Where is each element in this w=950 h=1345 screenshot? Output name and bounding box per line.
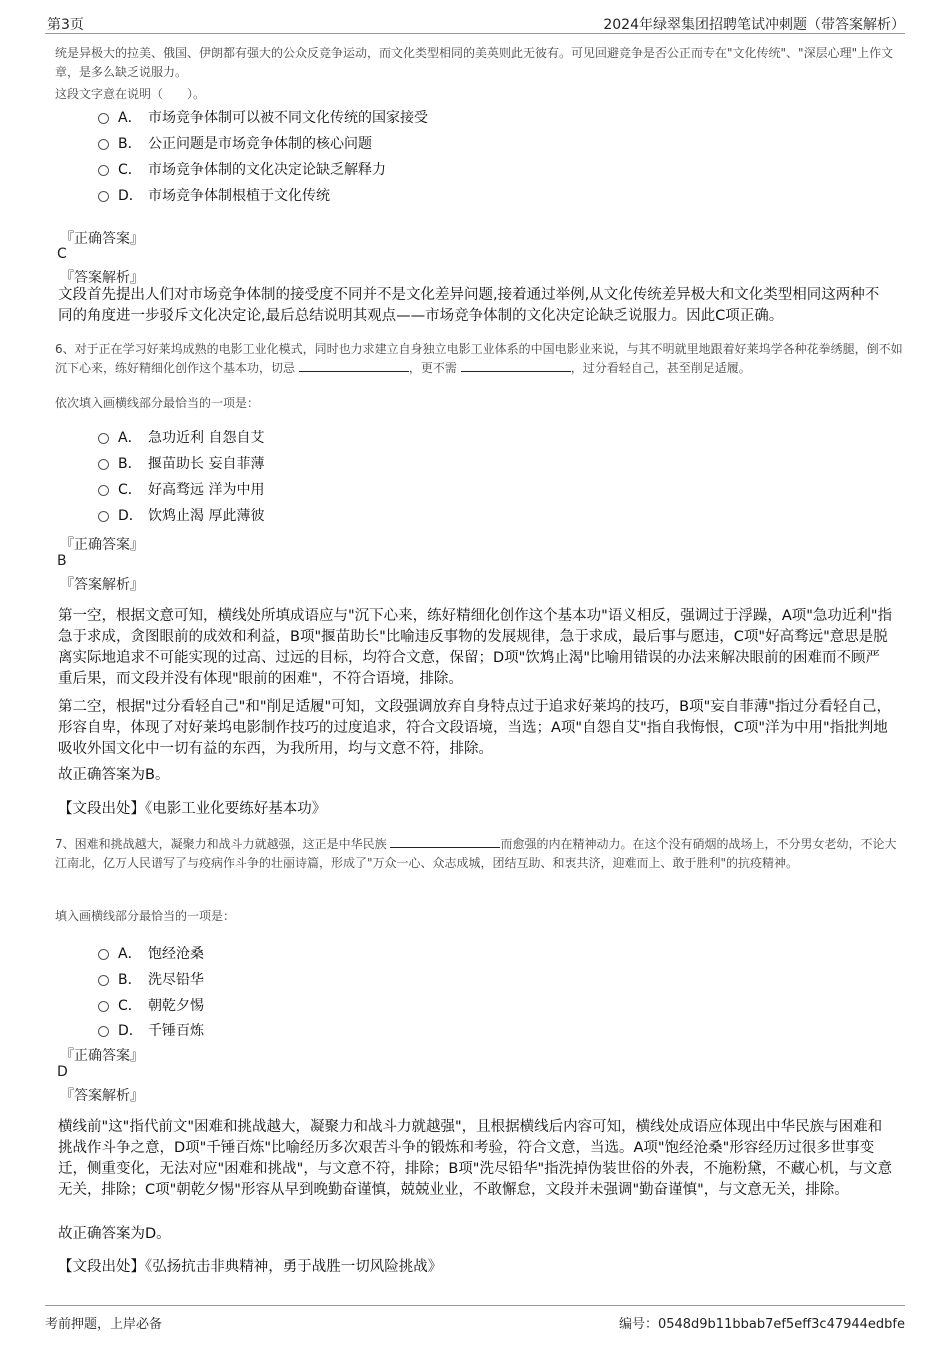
q5-prompt: 这段文字意在说明（ ）。 bbox=[55, 87, 206, 101]
q7-conclusion: 故正确答案为D。 bbox=[58, 1226, 171, 1242]
q5-option-a[interactable] bbox=[98, 107, 428, 127]
option-text: 揠苗助长 妄自菲薄 bbox=[148, 456, 265, 472]
header-divider bbox=[45, 33, 905, 34]
q7-option-c[interactable] bbox=[98, 995, 204, 1015]
q6-stem: 6、对于正在学习好莱坞成熟的电影工业化模式，同时也力求建立自身独立电影工业体系的中国电影业来说，与其不明就里地跟着好莱坞学各种花拳绣腿，倒不如沉下心来，练好精细化创作这个基本功，切忌 ，更不需 ，过分看轻自己，甚至削足适履。 bbox=[55, 342, 903, 375]
footer-divider bbox=[45, 1305, 905, 1306]
radio-icon[interactable] bbox=[98, 1026, 109, 1037]
q7-prompt: 填入画横线部分最恰当的一项是： bbox=[55, 909, 236, 923]
q6-option-c[interactable] bbox=[98, 479, 264, 499]
radio-icon[interactable] bbox=[98, 191, 109, 202]
q7-answer-label: 『正确答案』 bbox=[60, 1048, 144, 1064]
option-text: 洗尽铅华 bbox=[148, 972, 204, 988]
option-letter: B． bbox=[118, 136, 142, 152]
q5-analysis-label: 『答案解析』 bbox=[60, 270, 144, 286]
q6-option-b[interactable] bbox=[98, 453, 264, 473]
option-letter: D． bbox=[118, 508, 143, 524]
code-label: 编号： bbox=[618, 1317, 658, 1332]
blank-line bbox=[299, 359, 409, 372]
q6-option-a[interactable] bbox=[98, 427, 264, 447]
q7-option-a[interactable] bbox=[98, 943, 204, 963]
option-text: 朝乾夕惕 bbox=[148, 998, 204, 1014]
option-letter: D． bbox=[118, 1023, 143, 1039]
option-text: 市场竞争体制可以被不同文化传统的国家接受 bbox=[148, 110, 428, 126]
q6-analysis-p2: 第二空，根据"过分看轻自己"和"削足适履"可知，文段强调放弃自身特点过于追求好莱坞的技巧，B项"妄自菲薄"指过分看轻自己，形容自卑，体现了对好莱坞电影制作技巧的过度追求，符合文段语境，当选；A项"自怨自艾"指自我悔恨，C项"洋为中用"指批判地吸收外国文化中一切有益的东西，为我所用，均与文意不符，排除。 bbox=[58, 699, 891, 757]
option-text: 饮鸩止渴 厚此薄彼 bbox=[148, 508, 265, 524]
option-text: 市场竞争体制根植于文化传统 bbox=[148, 188, 330, 204]
option-text: 急功近利 自怨自艾 bbox=[148, 430, 265, 446]
q6-analysis-p1: 第一空，根据文意可知，横线处所填成语应与"沉下心来，练好精细化创作这个基本功"语义相反，强调过于浮躁，A项"急功近利"指急于求成，贪图眼前的成效和利益，B项"揠苗助长"比喻违反事物的发展规律，急于求成，最后事与愿违，C项"好高骛远"意思是脱离实际地追求不可能实现的过高、过远的目标，均符合文意，保留；D项"饮鸩止渴"比喻用错误的办法来解决眼前的困难而不顾严重后果，而文段并没有体现"眼前的困难"，不符合语境，排除。 bbox=[58, 608, 893, 687]
q6-conclusion: 故正确答案为B。 bbox=[58, 767, 170, 783]
q6-answer: B bbox=[57, 553, 67, 569]
option-letter: B． bbox=[118, 972, 142, 988]
q7-option-d[interactable] bbox=[98, 1020, 204, 1040]
code-value: 0548d9b11bbab7ef5eff3c47944edbfe bbox=[657, 1317, 905, 1332]
q7-stem: 7、困难和挑战越大，凝聚力和战斗力就越强，这正是中华民族 而愈强的内在精神动力。在这个没有硝烟的战场上，不分男女老幼，不论大江南北，亿万人民谱写了与疫病作斗争的壮丽诗篇，形成了"万众一心、众志成城，团结互助、和衷共济，迎难而上、敢于胜利"的抗疫精神。 bbox=[55, 837, 897, 870]
option-text: 公正问题是市场竞争体制的核心问题 bbox=[148, 136, 372, 152]
blank-line bbox=[390, 835, 500, 848]
q5-intro: 统是异极大的拉美、俄国、伊朗都有强大的公众反竞争运动，而文化类型相同的美英则此无彼有。可见回避竞争是否公正而专在"文化传统"、"深层心理"上作文章，是多么缺乏说服力。 bbox=[55, 46, 894, 79]
document-code bbox=[619, 1313, 905, 1332]
option-text: 好高骛远 洋为中用 bbox=[148, 482, 265, 498]
option-letter: A． bbox=[118, 430, 142, 446]
radio-icon[interactable] bbox=[98, 459, 109, 470]
q5-answer: C bbox=[57, 246, 67, 262]
blank-line bbox=[461, 359, 571, 372]
q5-answer-label: 『正确答案』 bbox=[60, 231, 144, 247]
q6-answer-label: 『正确答案』 bbox=[60, 537, 144, 553]
option-letter: C． bbox=[118, 162, 142, 178]
q5-analysis: 文段首先提出人们对市场竞争体制的接受度不同并不是文化差异问题,接着通过举例,从文化传统差异极大和文化类型相同这两种不同的角度进一步驳斥文化决定论,最后总结说明其观点——市场竞争体制的文化决定论缺乏说服力。因此C项正确。 bbox=[58, 287, 880, 324]
document-title: 2024年绿翠集团招聘笔试冲刺题（带答案解析） bbox=[603, 17, 905, 33]
radio-icon[interactable] bbox=[98, 949, 109, 960]
radio-icon[interactable] bbox=[98, 975, 109, 986]
option-text: 千锤百炼 bbox=[148, 1023, 204, 1039]
option-letter: D． bbox=[118, 188, 143, 204]
radio-icon[interactable] bbox=[98, 139, 109, 150]
q6-source: 【文段出处】《电影工业化要练好基本功》 bbox=[58, 801, 327, 817]
option-letter: A． bbox=[118, 110, 142, 126]
radio-icon[interactable] bbox=[98, 113, 109, 124]
radio-icon[interactable] bbox=[98, 485, 109, 496]
q7-analysis-label: 『答案解析』 bbox=[60, 1088, 144, 1104]
q7-option-b[interactable] bbox=[98, 969, 204, 989]
q7-answer: D bbox=[57, 1064, 68, 1080]
option-letter: C． bbox=[118, 998, 142, 1014]
option-text: 市场竞争体制的文化决定论缺乏解释力 bbox=[148, 162, 386, 178]
footer-slogan: 考前押题，上岸必备 bbox=[45, 1317, 163, 1332]
option-text: 饱经沧桑 bbox=[148, 946, 204, 962]
q5-option-b[interactable] bbox=[98, 133, 372, 153]
radio-icon[interactable] bbox=[98, 165, 109, 176]
q7-source: 【文段出处】《弘扬抗击非典精神，勇于战胜一切风险挑战》 bbox=[58, 1259, 443, 1275]
q5-option-c[interactable] bbox=[98, 159, 386, 179]
q7-analysis-p1: 横线前"这"指代前文"困难和挑战越大，凝聚力和战斗力就越强"，且根据横线后内容可知，横线处成语应体现出中华民族与困难和挑战作斗争之意，D项"千锤百炼"比喻经历多次艰苦斗争的锻炼和考验，符合文意，当选。A项"饱经沧桑"形容经历过很多世事变迁，侧重变化，无法对应"困难和挑战"，与文意不符，排除；B项"洗尽铅华"指洗掉伪装世俗的外表，不施粉黛，不藏心机，与文意无关，排除；C项"朝乾夕惕"形容从早到晚勤奋谨慎，兢兢业业，不敢懈怠，文段并未强调"勤奋谨慎"，与文意无关，排除。 bbox=[58, 1119, 893, 1198]
page-number: 第3页 bbox=[47, 17, 84, 33]
q5-option-d[interactable] bbox=[98, 185, 330, 205]
radio-icon[interactable] bbox=[98, 433, 109, 444]
radio-icon[interactable] bbox=[98, 511, 109, 522]
option-letter: B． bbox=[118, 456, 142, 472]
q6-option-d[interactable] bbox=[98, 505, 264, 525]
option-letter: C． bbox=[118, 482, 142, 498]
option-letter: A． bbox=[118, 946, 142, 962]
q6-analysis-label: 『答案解析』 bbox=[60, 577, 144, 593]
q6-prompt: 依次填入画横线部分最恰当的一项是： bbox=[55, 396, 260, 410]
radio-icon[interactable] bbox=[98, 1001, 109, 1012]
